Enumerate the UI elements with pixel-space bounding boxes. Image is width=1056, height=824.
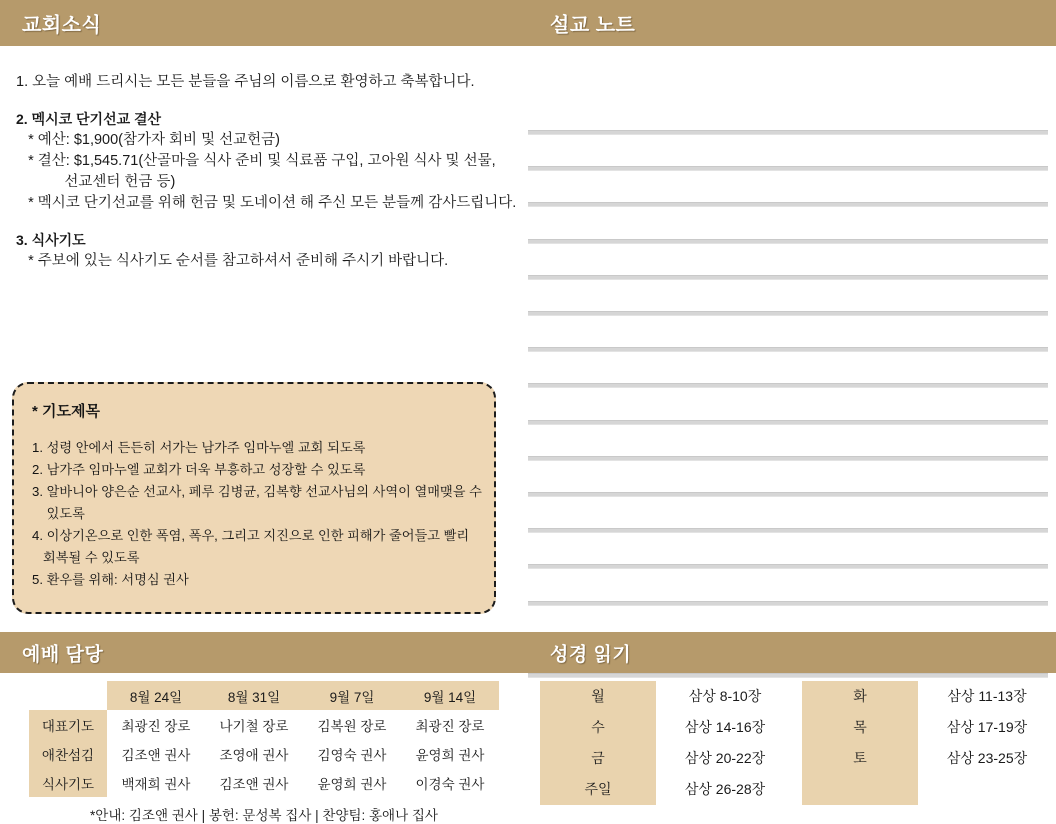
- prayer-topic-line: 1. 성령 안에서 든든히 서가는 남가주 임마누엘 교회 되도록: [32, 440, 366, 455]
- sermon-note-line: [528, 347, 1048, 352]
- church-news-title: 교회소식: [22, 14, 102, 37]
- news-line: * 결산: $1,545.71(산골마을 식사 준비 및 식료품 구입, 고아원 식사 및 선물,: [16, 153, 496, 169]
- bible-reference: 삼상 14-16장: [684, 719, 766, 735]
- prayer-topic-line: 3. 알바니아 양은순 선교사, 페루 김병균, 김복향 선교사님의 사역이 열매맺을 수: [32, 484, 482, 499]
- prayer-topic-line: 4. 이상기온으로 인한 폭염, 폭우, 그리고 지진으로 인한 피해가 줄어들고 빨리: [32, 528, 470, 543]
- sermon-notes-title: 설교 노트: [550, 14, 636, 37]
- prayer-topics-title: * 기도제목: [32, 403, 100, 420]
- column-spacer: [794, 681, 802, 805]
- sermon-note-line: [528, 202, 1048, 207]
- news-line: 1. 오늘 예배 드리시는 모든 분들을 주님의 이름으로 환영하고 축복합니다.: [16, 74, 475, 90]
- duty-role-label: 식사기도: [29, 768, 107, 797]
- section-header-sermon-notes: [528, 0, 1056, 46]
- worship-duty-table: [29, 681, 499, 797]
- news-line: * 예산: $1,900(참가자 회비 및 선교헌금): [16, 132, 280, 148]
- prayer-topics-box: [12, 382, 496, 614]
- worship-duty-table-head: [29, 681, 499, 710]
- bible-reference: 삼상 26-28장: [684, 781, 766, 797]
- prayer-topics-list: [32, 437, 482, 591]
- bible-refs-right: [918, 681, 1056, 805]
- section-header-church-news: [0, 0, 528, 46]
- duty-person-cell: 최광진 장로: [415, 718, 485, 734]
- duty-person-cell: 나기철 장로: [219, 718, 289, 734]
- table-row: [29, 710, 499, 739]
- sermon-note-line: [528, 456, 1048, 461]
- bible-reference: 삼상 17-19장: [946, 719, 1028, 735]
- section-header-worship-duty: [0, 632, 528, 673]
- prayer-topic-line: 2. 남가주 임마누엘 교회가 더욱 부흥하고 성장할 수 있도록: [32, 462, 366, 477]
- duty-person-cell: 김조앤 권사: [219, 776, 289, 792]
- bible-reading-column-right: [802, 681, 1056, 805]
- table-row: [29, 768, 499, 797]
- bible-reading-column-left: [540, 681, 794, 805]
- news-line: 3. 식사기도: [16, 232, 86, 248]
- sermon-note-line: [528, 420, 1048, 425]
- duty-date-header: 9월 14일: [401, 681, 499, 710]
- bible-day-label: 월: [591, 688, 605, 704]
- duty-person-cell: 백재희 권사: [121, 776, 191, 792]
- news-line: 선교센터 헌금 등): [16, 174, 176, 190]
- duty-date-header: 9월 7일: [303, 681, 401, 710]
- duty-person-cell: 김조앤 권사: [121, 747, 191, 763]
- news-spacer: [16, 214, 510, 230]
- bible-day-label: 화: [853, 688, 867, 704]
- duty-person-cell: 윤영희 권사: [317, 776, 387, 792]
- sermon-note-line: [528, 311, 1048, 316]
- bible-day-label: 토: [853, 750, 867, 766]
- duty-person-cell: 조영애 권사: [219, 747, 289, 763]
- worship-duty-footnote: *안내: 김조앤 권사 | 봉헌: 문성복 집사 | 찬양팀: 홍애나 집사: [90, 808, 438, 823]
- news-spacer: [16, 93, 510, 109]
- section-header-bible-reading: [528, 632, 1056, 673]
- worship-duty-title: 예배 담당: [22, 644, 104, 665]
- sermon-note-line: [528, 601, 1048, 606]
- bible-reference: 삼상 8-10장: [688, 688, 762, 704]
- sermon-note-line: [528, 275, 1048, 280]
- bible-day-label: 금: [591, 750, 605, 766]
- sermon-note-line: [528, 239, 1048, 244]
- duty-person-cell: 김영숙 권사: [317, 747, 387, 763]
- sermon-note-line: [528, 130, 1048, 135]
- duty-role-label: 대표기도: [29, 710, 107, 739]
- news-line: * 주보에 있는 식사기도 순서를 참고하셔서 준비해 주시기 바랍니다.: [16, 253, 449, 269]
- bible-reading-title: 성경 읽기: [550, 644, 632, 665]
- worship-duty-table-body: [29, 710, 499, 797]
- bible-day-label: 수: [591, 719, 605, 735]
- duty-role-label: 애찬섬김: [29, 739, 107, 768]
- table-header-row: [29, 681, 499, 710]
- bible-reading-columns: [528, 681, 1056, 805]
- bible-reference: 삼상 23-25장: [946, 750, 1028, 766]
- bible-day-label: 주일: [584, 781, 612, 797]
- bible-reference: 삼상 20-22장: [684, 750, 766, 766]
- bible-refs-left: [656, 681, 794, 805]
- duty-person-cell: 김복원 장로: [317, 718, 387, 734]
- duty-person-cell: 이경숙 권사: [415, 776, 485, 792]
- duty-person-cell: 최광진 장로: [121, 718, 191, 734]
- prayer-topic-line: 회복될 수 있도록: [32, 550, 140, 565]
- duty-date-header: 8월 24일: [107, 681, 205, 710]
- sermon-note-line: [528, 564, 1048, 569]
- duty-person-cell: 윤영희 권사: [415, 747, 485, 763]
- sermon-notes-lines: [514, 46, 1056, 632]
- prayer-topic-line: 있도록: [32, 506, 85, 521]
- bible-reading-body: [528, 673, 1056, 816]
- sermon-note-line: [528, 166, 1048, 171]
- bible-day-label: 목: [853, 719, 867, 735]
- sermon-note-line: [528, 383, 1048, 388]
- duty-date-header: 8월 31일: [205, 681, 303, 710]
- table-corner-cell: [29, 681, 107, 710]
- prayer-topic-line: 5. 환우를 위해: 서명심 권사: [32, 572, 189, 587]
- church-news-body: [0, 46, 528, 376]
- sermon-note-line: [528, 492, 1048, 497]
- bible-reference: 삼상 11-13장: [947, 688, 1027, 704]
- news-line: * 멕시코 단기선교를 위해 헌금 및 도네이션 해 주신 모든 분들께 감사드립니다.: [16, 195, 517, 211]
- bible-days-right: [802, 681, 918, 805]
- news-line: 2. 멕시코 단기선교 결산: [16, 111, 162, 127]
- sermon-note-line: [528, 528, 1048, 533]
- worship-duty-body: [0, 673, 528, 823]
- bible-days-left: [540, 681, 656, 805]
- table-row: [29, 739, 499, 768]
